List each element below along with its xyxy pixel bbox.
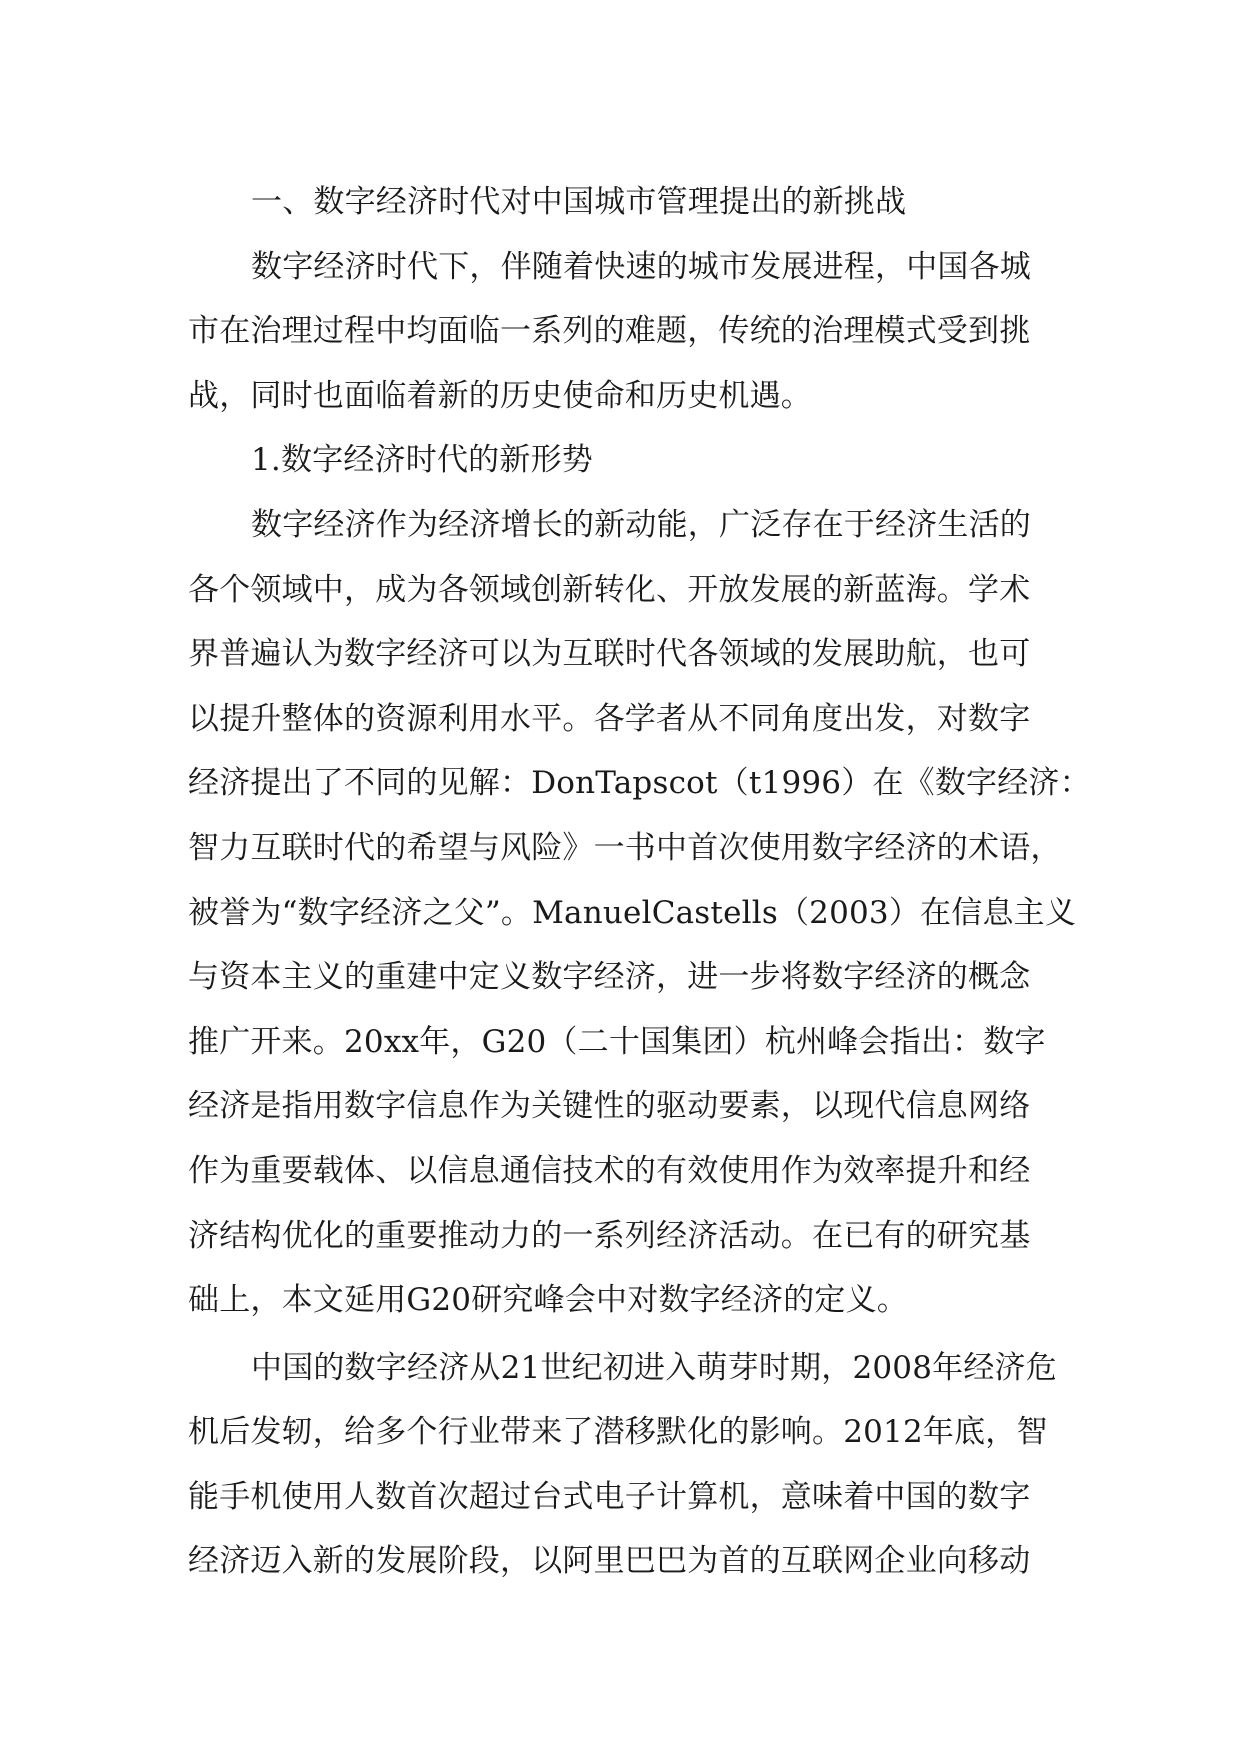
paragraph-line: 数字经济作为经济增长的新动能，广泛存在于经济生活的 bbox=[251, 506, 1031, 543]
paragraph-line: 能手机使用人数首次超过台式电子计算机，意味着中国的数字 bbox=[188, 1478, 1031, 1515]
paragraph-line: 界普遍认为数字经济可以为互联时代各领域的发展助航，也可 bbox=[188, 636, 1031, 673]
paragraph-line: 济结构优化的重要推动力的一系列经济活动。在已有的研究基 bbox=[188, 1217, 1031, 1254]
section-heading: 一、数字经济时代对中国城市管理提出的新挑战 bbox=[251, 184, 907, 220]
paragraph-line: 础上，本文延用G20研究峰会中对数字经济的定义。 bbox=[188, 1282, 909, 1319]
subsection-heading: 1.数字经济时代的新形势 bbox=[251, 442, 593, 479]
paragraph-line: 中国的数字经济从21世纪初进入萌芽时期，2008年经济危 bbox=[251, 1349, 1057, 1386]
paragraph-line: 经济提出了不同的见解：DonTapscot（t1996）在《数字经济： bbox=[188, 765, 1091, 802]
paragraph-line: 经济迈入新的发展阶段，以阿里巴巴为首的互联网企业向移动 bbox=[188, 1543, 1031, 1580]
paragraph-line: 机后发轫，给多个行业带来了潜移默化的影响。2012年底，智 bbox=[188, 1414, 1048, 1451]
paragraph-line: 作为重要载体、以信息通信技术的有效使用作为效率提升和经 bbox=[188, 1152, 1031, 1189]
paragraph-line: 经济是指用数字信息作为关键性的驱动要素，以现代信息网络 bbox=[188, 1088, 1031, 1125]
paragraph-line: 推广开来。20xx年，G20（二十国集团）杭州峰会指出：数字 bbox=[188, 1023, 1046, 1060]
paragraph-line: 被誉为“数字经济之父”。ManuelCastells（2003）在信息主义 bbox=[188, 894, 1077, 931]
paragraph-line: 战，同时也面临着新的历史使命和历史机遇。 bbox=[188, 377, 812, 414]
paragraph-line: 数字经济时代下，伴随着快速的城市发展进程，中国各城 bbox=[251, 248, 1031, 285]
document-body bbox=[188, 170, 1091, 1594]
paragraph-line: 市在治理过程中均面临一系列的难题，传统的治理模式受到挑 bbox=[188, 313, 1031, 350]
paragraph-line: 以提升整体的资源利用水平。各学者从不同角度出发，对数字 bbox=[188, 700, 1031, 737]
paragraph-line: 与资本主义的重建中定义数字经济，进一步将数字经济的概念 bbox=[188, 959, 1031, 996]
paragraph-line: 各个领域中，成为各领域创新转化、开放发展的新蓝海。学术 bbox=[188, 571, 1031, 608]
paragraph-line: 智力互联时代的希望与风险》一书中首次使用数字经济的术语， bbox=[188, 829, 1062, 866]
